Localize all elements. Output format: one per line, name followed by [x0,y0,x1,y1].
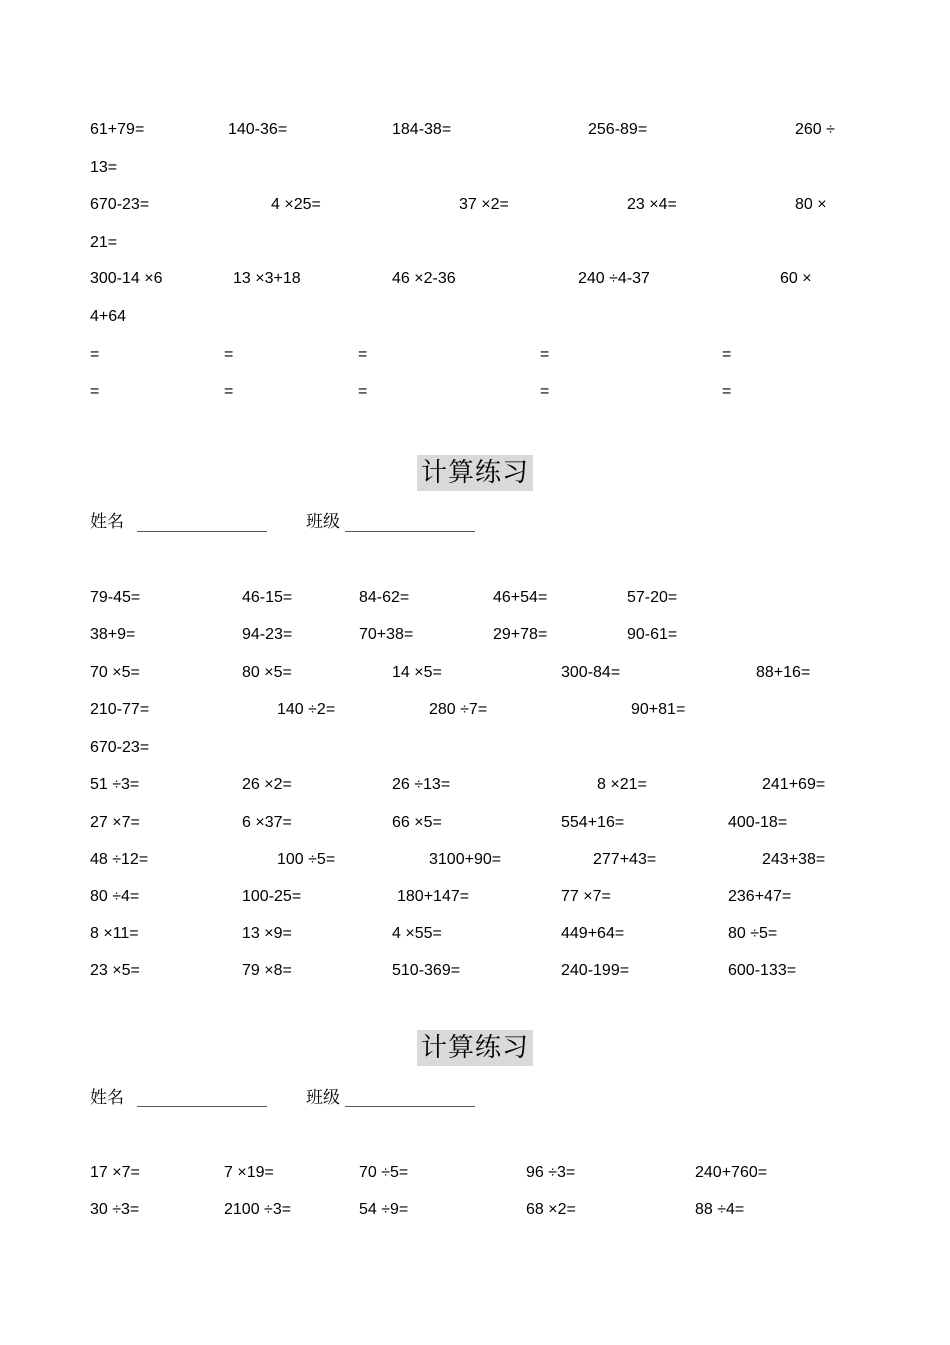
exercise-item: 61+79= [90,121,145,138]
exercise-item: 8 ×11= [90,925,139,942]
exercise-item: 29+78= [493,626,548,643]
exercise-item: 37 ×2= [459,196,509,213]
exercise-item: 96 ÷3= [526,1164,576,1181]
exercise-item: 6 ×37= [242,814,292,831]
exercise-item: = [358,346,368,363]
exercise-item: 256-89= [588,121,648,138]
exercise-item: 7 ×19= [224,1164,274,1181]
exercise-item: = [358,383,368,400]
exercise-item: 46 ×2-36 [392,270,456,287]
exercise-item: 4 ×55= [392,925,442,942]
exercise-item: 260 ÷ [795,121,835,138]
name-blank-line[interactable] [137,1106,267,1107]
exercise-item: 449+64= [561,925,625,942]
class-label: 班级 [306,1088,340,1108]
exercise-item: 14 ×5= [392,664,442,681]
exercise-item: = [90,346,100,363]
exercise-item: 240 ÷4-37 [578,270,650,287]
exercise-item: = [722,346,732,363]
exercise-item: = [540,346,550,363]
exercise-item: 280 ÷7= [429,701,488,718]
exercise-item: 90+81= [631,701,686,718]
exercise-item: 140-36= [228,121,288,138]
exercise-item: 38+9= [90,626,136,643]
exercise-item: 210-77= [90,701,150,718]
exercise-item: 4 ×25= [271,196,321,213]
exercise-item: 54 ÷9= [359,1201,409,1218]
exercise-item: 80 ×5= [242,664,292,681]
class-label: 班级 [306,512,340,532]
exercise-item: 2100 ÷3= [224,1201,292,1218]
exercise-item: 94-23= [242,626,293,643]
exercise-item: 13 ×3+18 [233,270,301,287]
exercise-item: 4+64 [90,308,127,325]
exercise-item: 80 × [795,196,827,213]
exercise-item: 26 ×2= [242,776,292,793]
exercise-item: 88 ÷4= [695,1201,745,1218]
exercise-item: 27 ×7= [90,814,140,831]
exercise-item: 400-18= [728,814,788,831]
exercise-item: 3100+90= [429,851,502,868]
exercise-item: 60 × [780,270,812,287]
exercise-item: 13= [90,159,118,176]
exercise-item: 300-14 ×6 [90,270,163,287]
exercise-item: 100-25= [242,888,302,905]
exercise-item: 70 ×5= [90,664,140,681]
exercise-item: = [540,383,550,400]
exercise-item: 26 ÷13= [392,776,451,793]
exercise-item: 57-20= [627,589,678,606]
exercise-item: = [224,346,234,363]
exercise-item: 184-38= [392,121,452,138]
exercise-item: 66 ×5= [392,814,442,831]
name-blank-line[interactable] [137,531,267,532]
exercise-item: 88+16= [756,664,811,681]
exercise-item: 510-369= [392,962,461,979]
exercise-item: 46+54= [493,589,548,606]
exercise-item: 241+69= [762,776,826,793]
exercise-item: 46-15= [242,589,293,606]
name-label: 姓名 [90,512,124,532]
exercise-item: = [224,383,234,400]
class-blank-line[interactable] [345,531,475,532]
exercise-item: 68 ×2= [526,1201,576,1218]
exercise-item: = [722,383,732,400]
exercise-item: 77 ×7= [561,888,611,905]
exercise-item: 90-61= [627,626,678,643]
exercise-item: 30 ÷3= [90,1201,140,1218]
exercise-item: 70+38= [359,626,414,643]
exercise-item: 277+43= [593,851,657,868]
name-label: 姓名 [90,1088,124,1108]
exercise-item: 79 ×8= [242,962,292,979]
exercise-item: 670-23= [90,196,150,213]
exercise-item: 180+147= [397,888,470,905]
exercise-item: 670-23= [90,739,150,756]
exercise-item: 70 ÷5= [359,1164,409,1181]
class-blank-line[interactable] [345,1106,475,1107]
exercise-item: 240-199= [561,962,630,979]
exercise-item: 236+47= [728,888,792,905]
exercise-item: 51 ÷3= [90,776,140,793]
exercise-item: 554+16= [561,814,625,831]
exercise-item: 300-84= [561,664,621,681]
worksheet-title: 计算练习 [417,455,533,491]
exercise-item: 8 ×21= [597,776,647,793]
worksheet-title: 计算练习 [417,1030,533,1066]
exercise-item: 80 ÷4= [90,888,140,905]
exercise-item: 600-133= [728,962,797,979]
exercise-item: 79-45= [90,589,141,606]
exercise-item: 13 ×9= [242,925,292,942]
exercise-item: 240+760= [695,1164,768,1181]
exercise-item: 17 ×7= [90,1164,140,1181]
exercise-item: 80 ÷5= [728,925,778,942]
exercise-item: 84-62= [359,589,410,606]
exercise-item: = [90,383,100,400]
exercise-item: 140 ÷2= [277,701,336,718]
exercise-item: 48 ÷12= [90,851,149,868]
exercise-item: 23 ×5= [90,962,140,979]
exercise-item: 23 ×4= [627,196,677,213]
exercise-item: 21= [90,234,118,251]
exercise-item: 100 ÷5= [277,851,336,868]
exercise-item: 243+38= [762,851,826,868]
